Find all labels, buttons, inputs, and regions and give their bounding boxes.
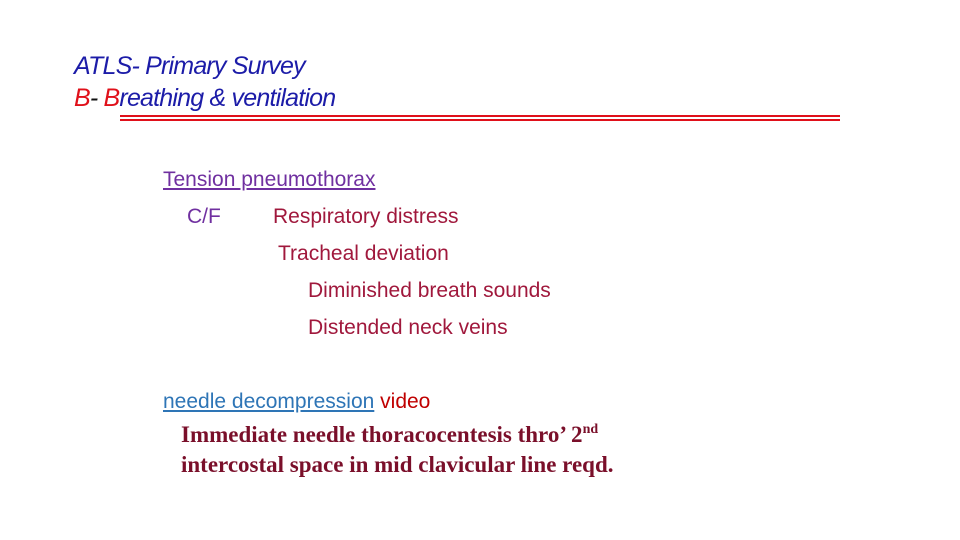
- needle-decompression-link[interactable]: needle decompression: [163, 390, 375, 413]
- feature-item: Tracheal deviation: [278, 242, 449, 265]
- management-line-2: intercostal space in mid clavicular line reqd.: [181, 452, 614, 477]
- ordinal-suffix: nd: [582, 422, 599, 437]
- management-line-1: [181, 420, 614, 450]
- management-text: [181, 420, 614, 480]
- title-rest: reathing & ventilation: [119, 84, 336, 112]
- condition-heading: Tension pneumothorax: [163, 168, 376, 191]
- title-divider: [120, 115, 840, 121]
- feature-item: Diminished breath sounds: [308, 279, 551, 302]
- title-letter-b-2: B: [103, 84, 120, 112]
- title-line-2: [74, 82, 335, 114]
- management-heading: [163, 383, 430, 420]
- cf-label: C/F: [187, 205, 221, 228]
- management-line-1-text: Immediate needle thoracocentesis thro’ 2: [181, 422, 583, 447]
- title-dash: -: [89, 84, 104, 112]
- title-letter-b: B: [74, 84, 90, 112]
- video-label: video: [374, 390, 431, 413]
- feature-item: Distended neck veins: [308, 316, 508, 339]
- feature-item: Respiratory distress: [273, 205, 459, 228]
- title-line-1: ATLS- Primary Survey: [74, 52, 305, 80]
- slide-title: [74, 50, 335, 114]
